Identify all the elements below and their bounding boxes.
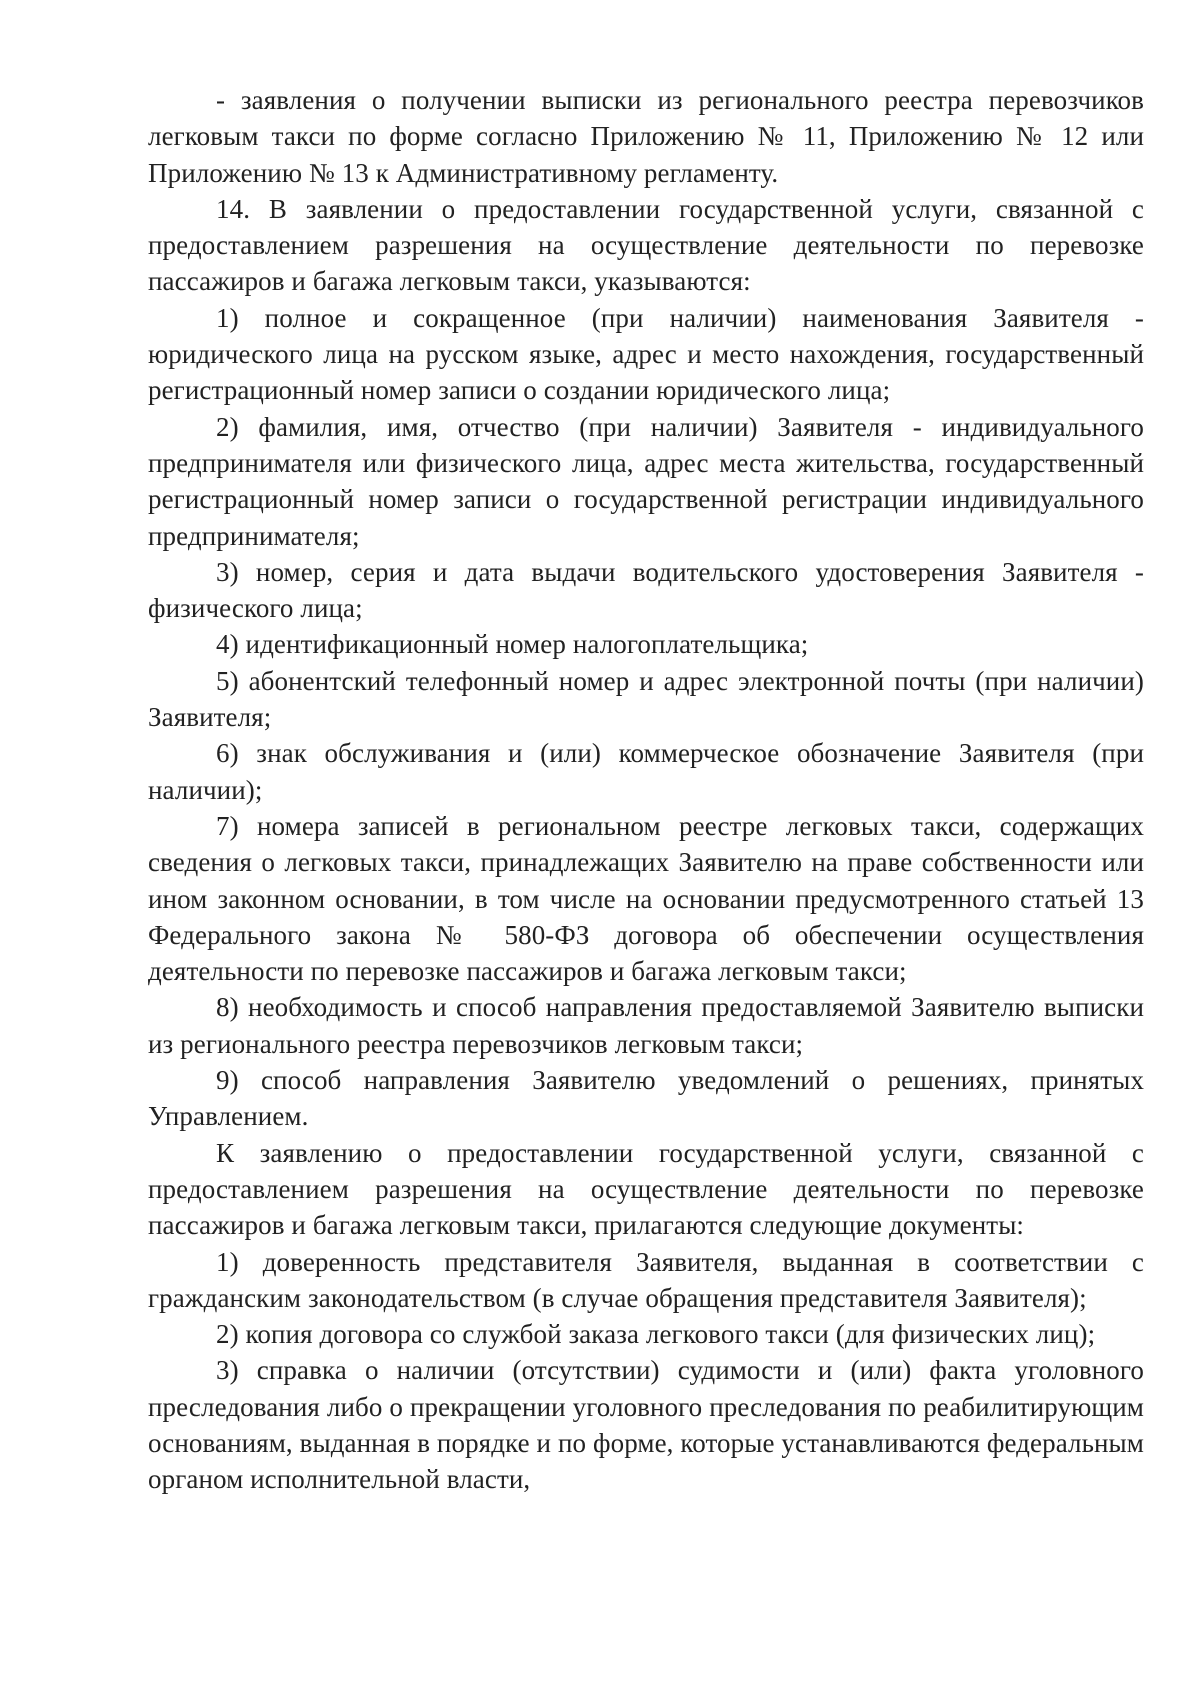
list-item-2-individual: 2) фамилия, имя, отчество (при наличии) Заявителя - индивидуального предпринимателя или физического лица, адрес места жительства, государственный регистрационный номер записи о государственной регистрации индивидуального предпринимателя; [148, 411, 1144, 551]
document-body [148, 82, 1144, 1498]
list-item-7-registry-records: 7) номера записей в региональном реестре легковых такси, содержащих сведения о легковых такси, принадлежащих Заявителю на праве собственности или ином законном основании, в том числе на основании предусмотренного статьей 13 Федерального закона № 580-ФЗ договора об обеспечении осуществления деятельности по перевозке пассажиров и багажа легковым такси; [148, 810, 1144, 987]
list-item-6-service-mark: 6) знак обслуживания и (или) коммерческое обозначение Заявителя (при наличии); [148, 738, 1144, 805]
list-item-9-notification-method: 9) способ направления Заявителю уведомлений о решениях, принятых Управлением. [148, 1065, 1144, 1132]
list-item-8-extract-delivery: 8) необходимость и способ направления предоставляемой Заявителю выписки из регионального реестра перевозчиков легковым такси; [148, 992, 1144, 1059]
list-item-3-drivers-license: 3) номер, серия и дата выдачи водительского удостоверения Заявителя - физического лица; [148, 556, 1144, 624]
paragraph-attached-documents-intro: К заявлению о предоставлении государственной услуги, связанной с предоставлением разрешения на осуществление деятельности по перевозке пассажиров и багажа легковым такси, прилагаются следующие документы: [148, 1137, 1144, 1241]
doc-item-3-criminal-record-certificate: 3) справка о наличии (отсутствии) судимости и (или) факта уголовного преследования либо о прекращении уголовного преследования по реабилитирующим основаниям, выданная в порядке и по форме, которые устанавливаются федеральным органом исполнительной власти, [148, 1355, 1144, 1495]
list-item-4-taxpayer-number: 4) идентификационный номер налогоплательщика; [216, 629, 809, 660]
paragraph-14-intro: 14. В заявлении о предоставлении государственной услуги, связанной с предоставлением разрешения на осуществление деятельности по перевозке пассажиров и багажа легковым такси, указываются: [148, 193, 1144, 297]
list-item-1-legal-entity: 1) полное и сокращенное (при наличии) наименования Заявителя - юридического лица на русском языке, адрес и место нахождения, государственный регистрационный номер записи о создании юридического лица; [148, 302, 1144, 406]
doc-item-2-contract-copy: 2) копия договора со службой заказа легкового такси (для физических лиц); [216, 1319, 1096, 1350]
paragraph-applications-extract: - заявления о получении выписки из регионального реестра перевозчиков легковым такси по форме согласно Приложению № 11, Приложению № 12 или Приложению № 13 к Административному регламенту. [148, 85, 1144, 188]
list-item-5-phone-email: 5) абонентский телефонный номер и адрес электронной почты (при наличии) Заявителя; [148, 665, 1144, 733]
doc-item-1-power-of-attorney: 1) доверенность представителя Заявителя, выданная в соответствии с гражданским законодательством (в случае обращения представителя Заявителя); [148, 1246, 1144, 1313]
